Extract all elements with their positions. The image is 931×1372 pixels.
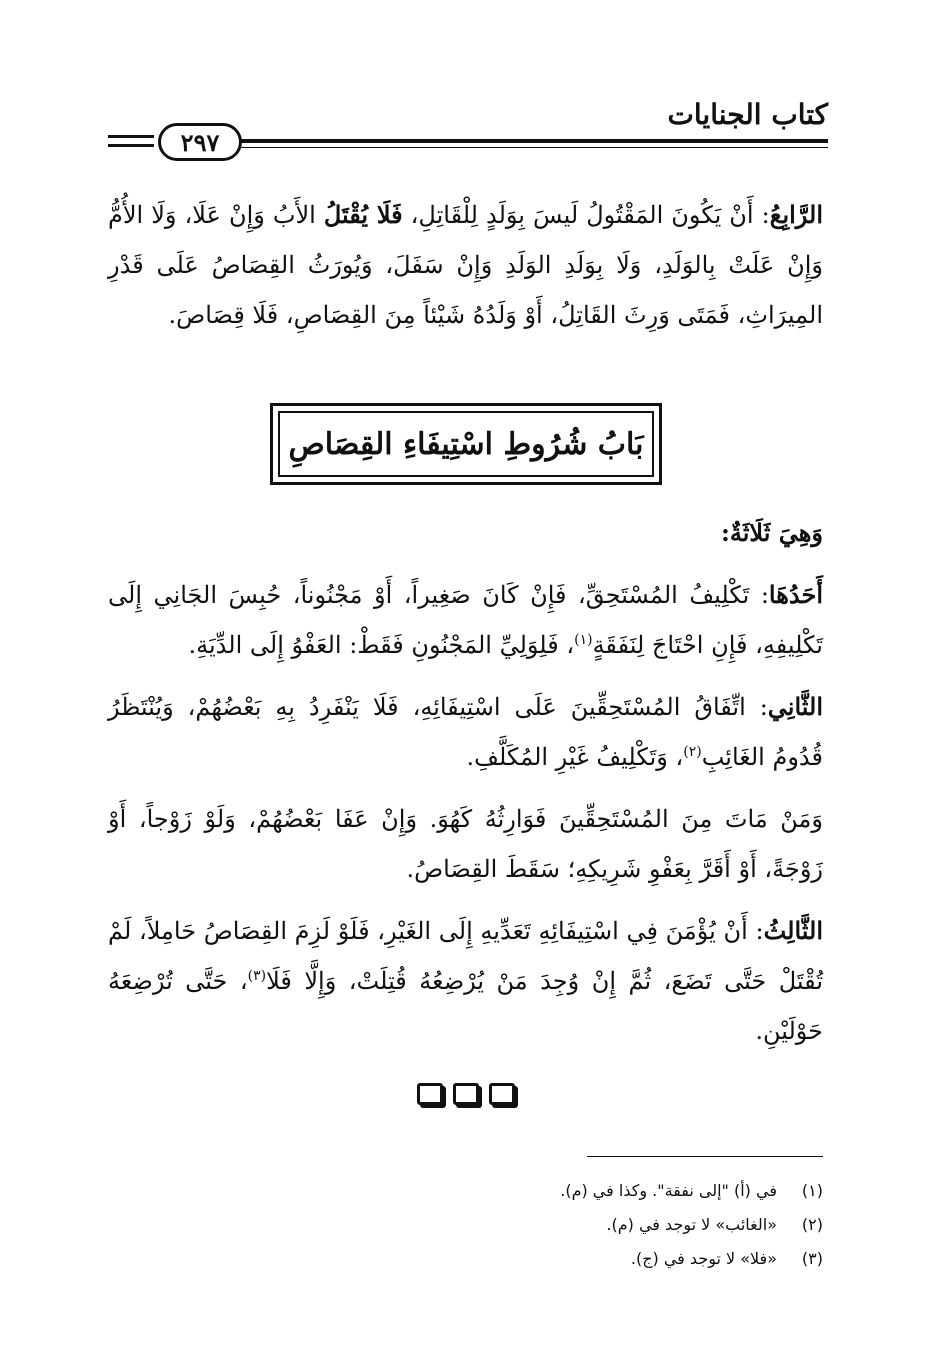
footnotes (403, 1174, 823, 1276)
footnote-ref: (٣) (247, 968, 267, 984)
chapter-heading-frame (270, 403, 662, 485)
footnote-number: (١) (801, 1181, 823, 1200)
square-ornament-icon (489, 1083, 515, 1105)
condition-text: وَمَنْ مَاتَ مِنَ المُسْتَحِقِّينَ فَوَارِثُهُ كَهُوَ. وَإِنْ عَفَا بَعْضُهُمْ، وَلَوْ زَوْجاً، أَوْ زَوْجَةً، أَوْ أَقَرَّ بِعَفْوِ شَرِيكِهِ؛ سَقَطَ القِصَاصُ. (108, 805, 823, 883)
condition-text: : أَنْ يُؤْمَنَ فِي اسْتِيفَائِهِ تَعَدِّيهِ إِلَى الغَيْرِ، فَلَوْ لَزِمَ القِصَاصُ حَامِلاً، لَمْ تُقْتَلْ حَتَّى تَضَعَ، ثُمَّ إِنْ وُجِدَ مَنْ يُرْضِعُهُ قُتِلَتْ، وَإِلَّا فَلَا (108, 917, 823, 995)
footnote-ref: (٢) (683, 744, 702, 760)
condition-text: ، حَتَّى تُرْضِعَهُ حَوْلَيْنِ. (108, 967, 823, 1045)
condition-paragraph (108, 794, 823, 894)
footnote-text: «فلا» لا توجد في (ج). (630, 1249, 777, 1268)
section-intro (108, 508, 823, 558)
condition-paragraph (108, 682, 823, 782)
paragraph-lead: الرَّابِعُ (769, 200, 824, 229)
paragraph-emphasis: فَلَا يُقْتَلُ (323, 200, 403, 229)
paragraph-text: : أَنْ يَكُونَ المَقْتُولُ لَيسَ بِوَلَدٍ لِلْقَاتِلِ، (402, 201, 770, 229)
intro-text: وَهِيَ ثَلَاثَةٌ: (720, 518, 823, 547)
footnote-text: «الغائب» لا توجد في (م). (606, 1215, 777, 1234)
footnote-number: (٢) (801, 1215, 823, 1234)
footnote-item (403, 1174, 823, 1208)
condition-paragraph (108, 570, 823, 670)
chapter-title: بَابُ شُرُوطِ اسْتِيفَاءِ القِصَاصِ (278, 411, 654, 477)
page-number: ٢٩٧ (158, 123, 242, 161)
top-paragraph (108, 190, 823, 350)
footnote-item (403, 1208, 823, 1242)
square-ornament-icon (417, 1083, 443, 1105)
header-rule (238, 139, 828, 143)
condition-lead: أَحَدُهَا (768, 580, 823, 609)
square-ornament-icon (453, 1083, 479, 1105)
condition-text: ، فَلِوَلِيِّ المَجْنُونِ فَقَطْ: العَفْوُ إِلَى الدِّيَةِ. (188, 631, 575, 659)
footnote-divider (587, 1156, 823, 1157)
conditions-section (108, 508, 823, 1068)
footnote-item (403, 1242, 823, 1276)
paragraph-fourth-condition (108, 190, 823, 340)
footnote-text: في (أ) "إلى نفقة". وكذا في (م). (560, 1181, 777, 1200)
condition-text: ، وَتَكْلِيفُ غَيْرِ المُكَلَّفِ. (466, 743, 684, 771)
condition-lead: الثَّانِي (767, 692, 823, 721)
footnote-number: (٣) (801, 1249, 823, 1268)
section-end-ornament (0, 1083, 931, 1105)
header-ornament (108, 135, 154, 153)
condition-paragraph (108, 906, 823, 1056)
condition-lead: الثَّالِثُ (763, 916, 823, 945)
page-header (108, 95, 828, 155)
footnote-ref: (١) (574, 632, 593, 648)
running-title: كتاب الجنايات (667, 98, 828, 131)
condition-text: : اتِّفَاقُ المُسْتَحِقِّينَ عَلَى اسْتِيفَائِهِ، فَلَا يَنْفَرِدُ بِهِ بَعْضُهُمْ، وَيُنْتَظَرُ قُدُومُ الغَائِبِ (108, 693, 823, 771)
paragraph-text: الأَبُ وَإِنْ عَلَا، وَلَا الأُمُّ وَإِنْ عَلَتْ بِالوَلَدِ، وَلَا بِوَلَدِ الوَلَدِ وَإِنْ سَفَلَ، وَيُورَثُ القِصَاصُ عَلَى قَدْرِ المِيرَاثِ، فَمَتَى وَرِثَ القَاتِلُ، أَوْ وَلَدُهُ شَيْئاً مِنَ القِصَاصِ، فَلَا قِصَاصَ. (108, 201, 823, 329)
condition-text: : تَكْلِيفُ المُسْتَحِقِّ، فَإِنْ كَانَ صَغِيراً، أَوْ مَجْنُوناً، حُبِسَ الجَانِي إِلَى تَكْلِيفِهِ، فَإِنِ احْتَاجَ لِنَفَقَةٍ (108, 581, 823, 659)
header-rule-thin (238, 147, 828, 148)
